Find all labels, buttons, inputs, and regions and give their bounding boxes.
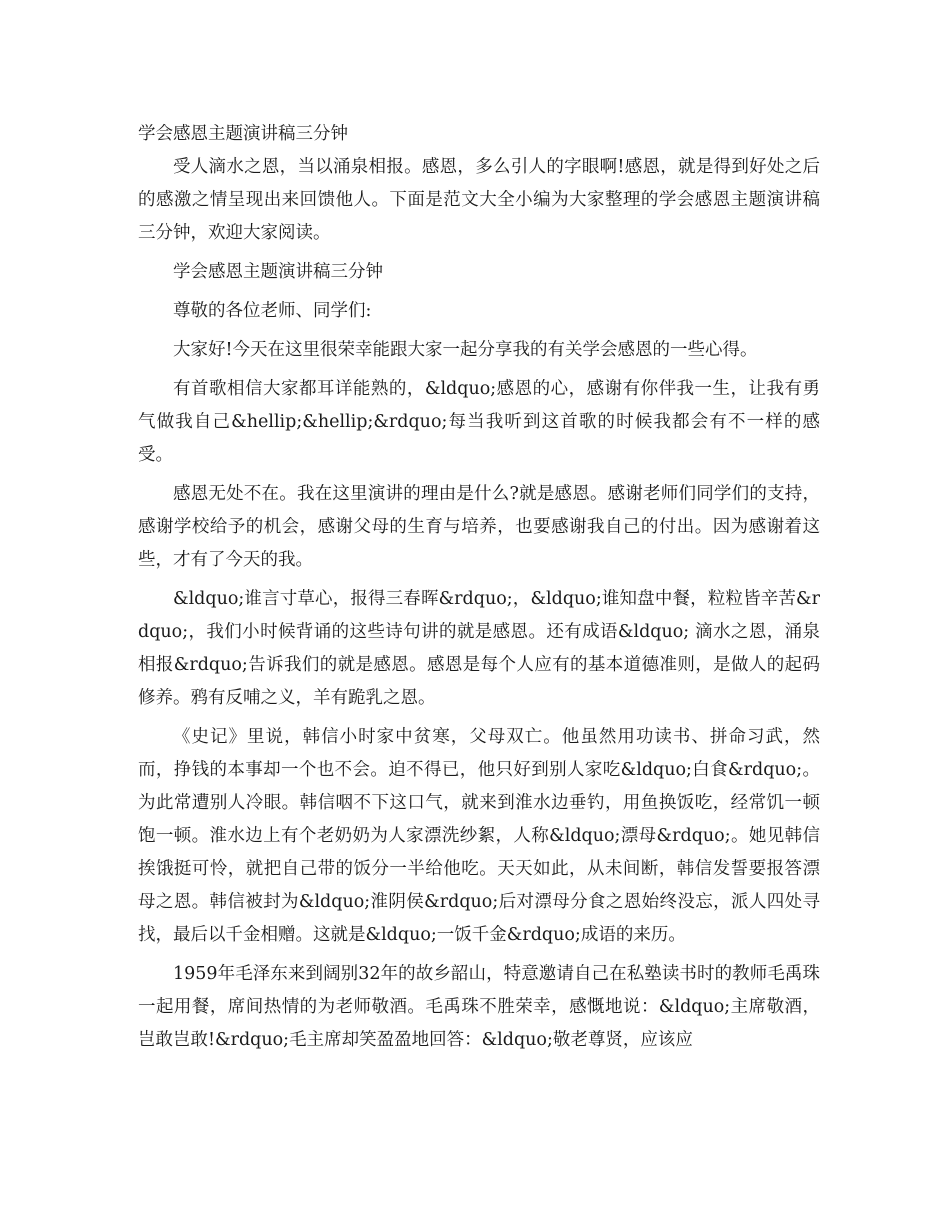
document-body bbox=[138, 118, 820, 1057]
paragraph-maozedong: 1959年毛泽东来到阔别32年的故乡韶山，特意邀请自己在私塾读书时的教师毛禹珠一起用餐，席间热情的为老师敬酒。毛禹珠不胜荣幸，感慨地说：&ldquo;主席敬酒，岂敢岂敢!&rdquo;毛主席却笑盈盈地回答：&ldquo;敬老尊贤，应该应 bbox=[138, 964, 820, 1050]
paragraph-subtitle: 学会感恩主题演讲稿三分钟 bbox=[173, 262, 383, 282]
paragraph-intro: 受人滴水之恩，当以涌泉相报。感恩，多么引人的字眼啊!感恩，就是得到好处之后的感激之情呈现出来回馈他人。下面是范文大全小编为大家整理的学会感恩主题演讲稿三分钟，欢迎大家阅读。 bbox=[138, 157, 820, 243]
paragraph-greeting: 大家好!今天在这里很荣幸能跟大家一起分享我的有关学会感恩的一些心得。 bbox=[173, 340, 758, 360]
paragraph-gratitude: 感恩无处不在。我在这里演讲的理由是什么?就是感恩。感谢老师们同学们的支持，感谢学校给予的机会，感谢父母的生育与培养，也要感谢我自己的付出。因为感谢着这些，才有了今天的我。 bbox=[138, 484, 820, 570]
paragraph-salutation: 尊敬的各位老师、同学们: bbox=[173, 301, 372, 321]
document-title: 学会感恩主题演讲稿三分钟 bbox=[138, 124, 348, 144]
paragraph-poems: &ldquo;谁言寸草心，报得三春晖&rdquo;，&ldquo;谁知盘中餐，粒粒皆辛苦&rdquo;，我们小时候背诵的这些诗句讲的就是感恩。还有成语&ldquo; 滴水之恩，涌泉相报&rdquo;告诉我们的就是感恩。感恩是每个人应有的基本道德准则，是做人的起码修养。鸦有反哺之义，羊有跪乳之恩。 bbox=[138, 589, 820, 708]
paragraph-hanxin: 《史记》里说，韩信小时家中贫寒，父母双亡。他虽然用功读书、拼命习武，然而，挣钱的本事却一个也不会。迫不得已，他只好到别人家吃&ldquo;白食&rdquo;。为此常遭别人冷眼。韩信咽不下这口气，就来到淮水边垂钓，用鱼换饭吃，经常饥一顿饱一顿。淮水边上有个老奶奶为人家漂洗纱絮，人称&ldquo;漂母&rdquo;。她见韩信挨饿挺可怜，就把自己带的饭分一半给他吃。天天如此，从未间断，韩信发誓要报答漂母之恩。韩信被封为&ldquo;淮阴侯&rdquo;后对漂母分食之恩始终没忘，派人四处寻找，最后以千金相赠。这就是&ldquo;一饭千金&rdquo;成语的来历。 bbox=[138, 727, 820, 945]
paragraph-song: 有首歌相信大家都耳详能熟的，&ldquo;感恩的心，感谢有你伴我一生，让我有勇气做我自己&hellip;&hellip;&rdquo;每当我听到这首歌的时候我都会有不一样的感受。 bbox=[138, 379, 820, 465]
